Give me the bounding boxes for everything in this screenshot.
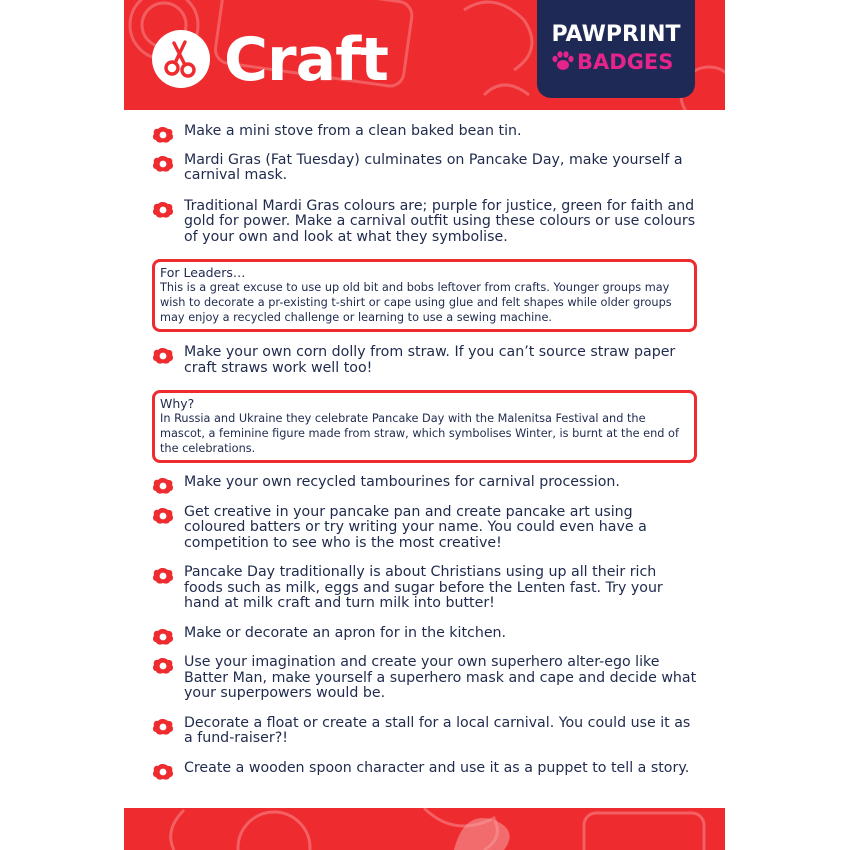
list-item: Get creative in your pancake pan and create pancake art using coloured batters or try writing your name. You could even have a competition to see who is the most creative! [152, 505, 697, 552]
worksheet-page [124, 0, 725, 850]
list-item: Make a mini stove from a clean baked bean tin. [152, 124, 697, 140]
note-title: For Leaders… [160, 265, 246, 280]
list-item: Create a wooden spoon character and use it as a puppet to tell a story. [152, 761, 697, 777]
note-title: Why? [160, 396, 195, 411]
footer-doodles [124, 808, 725, 850]
splat-bullet-icon [152, 628, 174, 646]
activity-list [152, 124, 697, 776]
splat-bullet-icon [152, 155, 174, 173]
page-title: Craft [224, 25, 388, 95]
paw-icon [551, 50, 575, 72]
splat-bullet-icon [152, 126, 174, 144]
header-banner [124, 0, 725, 110]
list-item: Decorate a float or create a stall for a local carnival. You could use it as a fund-raiser?! [152, 716, 697, 747]
splat-bullet-icon [152, 201, 174, 219]
footer-banner [124, 808, 725, 850]
note-text: In Russia and Ukraine they celebrate Pancake Day with the Malenitsa Festival and the mascot, a feminine figure made from straw, which symbolises Winter, is burnt at the end of the celebrations. [160, 412, 679, 455]
list-item: Make your own recycled tambourines for carnival procession. [152, 475, 697, 491]
leaders-note-box [152, 259, 697, 332]
list-item: Make or decorate an apron for in the kitchen. [152, 626, 697, 642]
scissors-icon [152, 30, 210, 88]
pawprint-badges-logo [537, 0, 695, 98]
logo-text-top: PAWPRINT [551, 22, 681, 47]
list-item: Use your imagination and create your own superhero alter-ego like Batter Man, make yourself a superhero mask and cape and decide what your superpowers would be. [152, 655, 697, 702]
splat-bullet-icon [152, 477, 174, 495]
list-item: Pancake Day traditionally is about Christians using up all their rich foods such as milk, eggs and sugar before the Lenten fast. Try your hand at milk craft and turn milk into butter! [152, 565, 697, 612]
note-text: This is a great excuse to use up old bit and bobs leftover from crafts. Younger groups may wish to decorate a pr-existing t-shirt or cape using glue and felt shapes while older groups may enjoy a recycled challenge or learning to use a sewing machine. [160, 281, 672, 324]
list-item: Make your own corn dolly from straw. If you can’t source straw paper craft straws work well too! [152, 345, 697, 376]
logo-text-bottom: BADGES [577, 50, 674, 74]
list-item: Traditional Mardi Gras colours are; purple for justice, green for faith and gold for power. Make a carnival outfit using these colours or use colours of your own and look at what they symbolise. [152, 199, 697, 246]
splat-bullet-icon [152, 763, 174, 781]
list-item: Mardi Gras (Fat Tuesday) culminates on Pancake Day, make yourself a carnival mask. [152, 153, 697, 184]
splat-bullet-icon [152, 507, 174, 525]
why-note-box [152, 390, 697, 463]
splat-bullet-icon [152, 718, 174, 736]
splat-bullet-icon [152, 567, 174, 585]
splat-bullet-icon [152, 347, 174, 365]
splat-bullet-icon [152, 657, 174, 675]
